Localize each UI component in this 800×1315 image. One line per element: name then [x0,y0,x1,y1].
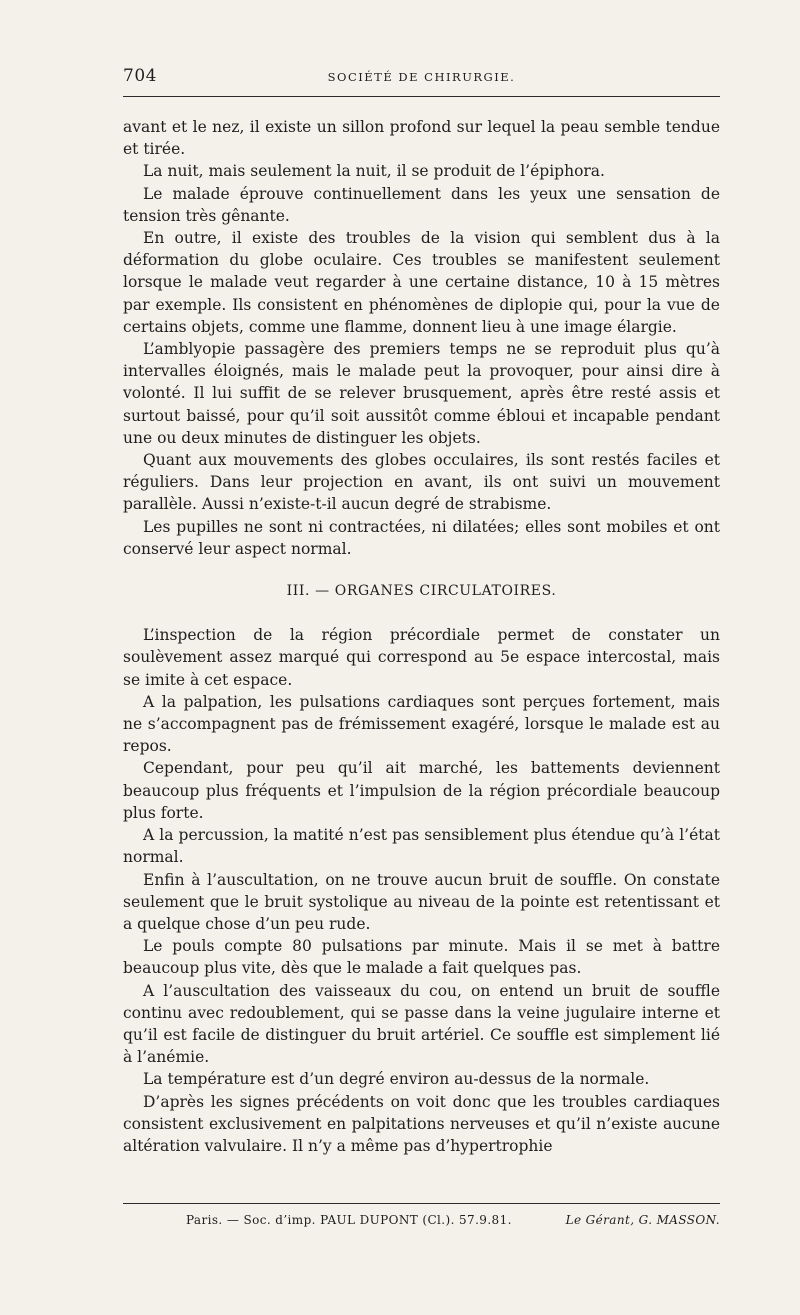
paragraph: En outre, il existe des troubles de la vision qui semblent dus à la déformation du globe oculaire. Ces troubles se manifestent seulement lorsque le malade veut regarder à une certaine distance, 10 à 15 mètres par exemple. Ils consistent en phénomènes de diplopie qui, pour la vue de certains objets, comme une flamme, donnent lieu à une image élargie. [123,229,720,336]
paragraph: A l’auscultation des vaisseaux du cou, on entend un bruit de souffle continu avec redoublement, qui se passe dans la veine jugulaire interne et qu’il est facile de distinguer du bruit artériel. Ce souffle est simplement lié à l’anémie. [123,981,720,1067]
paragraph: La température est d’un degré environ au-dessus de la normale. [143,1070,650,1089]
page-number: 704 [123,66,157,86]
paragraph: L’inspection de la région précordiale permet de constater un soulèvement assez marqué qui correspond au 5e espace intercostal, mais se imite à cet espace. [123,626,720,689]
paragraph: Le pouls compte 80 pulsations par minute. Mais il se met à battre beaucoup plus vite, dès que le malade a fait quelques pas. [123,937,720,978]
paragraph: Le malade éprouve continuellement dans les yeux une sensation de tension très gênante. [123,184,720,225]
paragraph: A la palpation, les pulsations cardiaques sont perçues fortement, mais ne s’accompagnent pas de frémissement exagéré, lorsque le malade est au repos. [123,692,720,756]
gerant-credit: Le Gérant, G. MASSON. [565,1213,720,1227]
paragraph: Quant aux mouvements des globes occulaires, ils sont restés faciles et réguliers. Dans leur projection en avant, ils ont suivi un mouvement parallèle. Aussi n’existe-t-il aucun degré de strabisme. [123,451,720,514]
section-heading: III. — ORGANES CIRCULATOIRES. [286,583,557,600]
running-head [123,62,720,97]
body-text [123,116,720,1157]
footer-rule [123,1203,720,1204]
paragraph: A la percussion, la matité n’est pas sensiblement plus étendue qu’à l’état normal. [123,826,720,867]
paragraph: Cependant, pour peu qu’il ait marché, les battements deviennent beaucoup plus fréquents et l’impulsion de la région précordiale beaucoup plus forte. [123,759,720,822]
paragraph: Enfin à l’auscultation, on ne trouve aucun bruit de souffle. On constate seulement que le bruit systolique au niveau de la pointe est retentissant et a quelque chose d’un peu rude. [123,870,720,933]
paragraph: D’après les signes précédents on voit donc que les troubles cardiaques consistent exclusivement en palpitations nerveuses et qu’il n’existe aucune altération valvulaire. Il n’y a même pas d’hypertrophie [123,1092,720,1155]
paragraph: Les pupilles ne sont ni contractées, ni dilatées; elles sont mobiles et ont conservé leur aspect normal. [123,517,720,558]
paragraph: L’amblyopie passagère des premiers temps ne se reproduit plus qu’à intervalles éloignés, mais le malade peut la provoquer, pour ainsi dire à volonté. Il lui suffit de se relever brusquement, après être resté assis et surtout baissé, pour qu’il soit aussitôt comme ébloui et incapable pendant une ou deux minutes de distinguer les objets. [123,340,720,447]
paragraph: La nuit, mais seulement la nuit, il se produit de l’épiphora. [143,162,605,181]
printer-imprint: Paris. — Soc. d’imp. PAUL DUPONT (Cl.). 57.9.81. [186,1213,512,1227]
journal-title: SOCIÉTÉ DE CHIRURGIE. [327,70,516,84]
paragraph: avant et le nez, il existe un sillon profond sur lequel la peau semble tendue et tirée. [123,118,720,159]
